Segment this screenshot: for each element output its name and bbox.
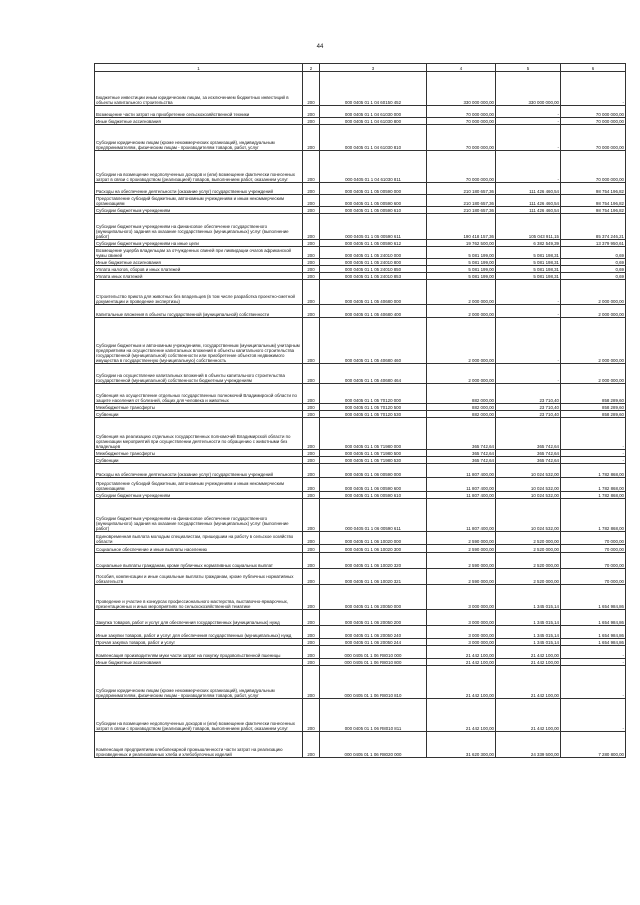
table-row bbox=[95, 732, 626, 758]
executed-amount-cell: 2 520 000,00 bbox=[496, 553, 561, 569]
executed-amount-cell: - bbox=[496, 125, 561, 151]
unexecuted-amount-cell: 70 000,00 bbox=[561, 553, 626, 569]
executed-amount-cell: 111 426 460,54 bbox=[496, 207, 561, 214]
table-row bbox=[95, 569, 626, 585]
executed-amount-cell: - bbox=[496, 318, 561, 364]
table-row bbox=[95, 699, 626, 732]
budget-classification-code-cell: 000 0405 01 1 05 40680 460 bbox=[320, 318, 427, 364]
unexecuted-amount-cell: 1 782 868,00 bbox=[561, 492, 626, 499]
executed-amount-cell: 1 345 015,14 bbox=[496, 585, 561, 610]
unexecuted-amount-cell: 2 000 000,00 bbox=[561, 305, 626, 318]
executed-amount-cell: 105 043 911,15 bbox=[496, 214, 561, 240]
expense-name-cell: Межбюджетные трансферты bbox=[95, 404, 303, 411]
expense-name-cell: Субвенции bbox=[95, 457, 303, 464]
approved-amount-cell: 210 180 657,36 bbox=[427, 195, 496, 207]
table-row bbox=[95, 195, 626, 207]
line-code-cell: 200 bbox=[303, 318, 320, 364]
budget-classification-code-cell: 000 0405 01 1 05 24010 800 bbox=[320, 259, 427, 266]
budget-classification-code-cell: 000 0405 01 1 06 10020 321 bbox=[320, 569, 427, 585]
budget-classification-code-cell: 000 0405 01 1 04 60150 452 bbox=[320, 72, 427, 106]
executed-amount-cell: 10 024 532,00 bbox=[496, 464, 561, 478]
approved-amount-cell: 3 000 000,00 bbox=[427, 639, 496, 646]
column-header: 5 bbox=[496, 64, 561, 72]
budget-classification-code-cell: 000 0405 01 1 06 10020 000 bbox=[320, 532, 427, 545]
executed-amount-cell: 2 520 000,00 bbox=[496, 569, 561, 585]
expense-name-cell: Иные закупки товаров, работ и услуг для обеспечения государственных (муниципальных) нужд bbox=[95, 626, 303, 639]
budget-classification-code-cell: 000 0405 01 1 05 40680 464 bbox=[320, 364, 427, 384]
line-code-cell: 200 bbox=[303, 411, 320, 418]
line-code-cell: 200 bbox=[303, 259, 320, 266]
unexecuted-amount-cell: - bbox=[561, 699, 626, 732]
table-row bbox=[95, 364, 626, 384]
expense-name-cell: Компенсация производителям муки части затрат на покупку продовольственной пшеницы bbox=[95, 646, 303, 659]
expense-name-cell: Возмещение части затрат на приобретение сельскохозяйственной техники bbox=[95, 106, 303, 118]
table-row bbox=[95, 418, 626, 450]
unexecuted-amount-cell: 0,69 bbox=[561, 247, 626, 259]
budget-classification-code-cell: 000 0405 01 1 06 00590 611 bbox=[320, 499, 427, 532]
approved-amount-cell: 11 807 400,00 bbox=[427, 478, 496, 492]
expense-name-cell: Прочая закупка товаров, работ и услуг bbox=[95, 639, 303, 646]
unexecuted-amount-cell: 858 289,60 bbox=[561, 384, 626, 404]
executed-amount-cell: 5 081 198,31 bbox=[496, 266, 561, 273]
budget-classification-code-cell: 000 0405 01 1 06 20050 000 bbox=[320, 585, 427, 610]
table-row bbox=[95, 72, 626, 106]
column-header: 6 bbox=[561, 64, 626, 72]
unexecuted-amount-cell: 70 000 000,00 bbox=[561, 125, 626, 151]
unexecuted-amount-cell: 98 754 196,82 bbox=[561, 195, 626, 207]
line-code-cell: 200 bbox=[303, 384, 320, 404]
line-code-cell: 200 bbox=[303, 732, 320, 758]
expense-name-cell: Иные бюджетные ассигнования bbox=[95, 659, 303, 666]
unexecuted-amount-cell: 7 280 800,00 bbox=[561, 732, 626, 758]
line-code-cell: 200 bbox=[303, 404, 320, 411]
unexecuted-amount-cell: 13 379 950,61 bbox=[561, 240, 626, 247]
table-row bbox=[95, 404, 626, 411]
unexecuted-amount-cell: 98 754 196,82 bbox=[561, 183, 626, 195]
table-row bbox=[95, 639, 626, 646]
expense-name-cell: Субсидии бюджетным учреждениям bbox=[95, 492, 303, 499]
unexecuted-amount-cell: - bbox=[561, 418, 626, 450]
approved-amount-cell: 3 000 000,00 bbox=[427, 610, 496, 626]
executed-amount-cell: 365 742,64 bbox=[496, 457, 561, 464]
unexecuted-amount-cell: - bbox=[561, 457, 626, 464]
table-row bbox=[95, 384, 626, 404]
approved-amount-cell: 2 000 000,00 bbox=[427, 318, 496, 364]
budget-classification-code-cell: 000 0405 01 1 05 40680 000 bbox=[320, 280, 427, 305]
executed-amount-cell: 10 024 532,00 bbox=[496, 478, 561, 492]
executed-amount-cell: 365 742,64 bbox=[496, 418, 561, 450]
unexecuted-amount-cell: 2 000 000,00 bbox=[561, 318, 626, 364]
executed-amount-cell: - bbox=[496, 151, 561, 183]
executed-amount-cell: - bbox=[496, 364, 561, 384]
expense-name-cell: Строительство приюта для животных без владельцев (в том числе разработка проектно-сметной документации и проведение экспертизы) bbox=[95, 280, 303, 305]
line-code-cell: 200 bbox=[303, 106, 320, 118]
budget-classification-code-cell: 000 0405 01 1 05 70120 530 bbox=[320, 411, 427, 418]
approved-amount-cell: 2 000 000,00 bbox=[427, 305, 496, 318]
table-row bbox=[95, 183, 626, 195]
unexecuted-amount-cell: 70 000 000,00 bbox=[561, 151, 626, 183]
expense-name-cell: Социальные выплаты гражданам, кроме публичных нормативных социальных выплат bbox=[95, 553, 303, 569]
expense-name-cell: Субвенции bbox=[95, 411, 303, 418]
line-code-cell: 200 bbox=[303, 125, 320, 151]
approved-amount-cell: 5 081 199,00 bbox=[427, 266, 496, 273]
expense-name-cell: Субсидии на возмещение недополученных доходов и (или) возмещение фактически понесенных затрат в связи с производством (реализацией) товаров, выполнением работ, оказанием услуг bbox=[95, 699, 303, 732]
budget-classification-code-cell: 000 0405 01 1 05 24010 853 bbox=[320, 273, 427, 280]
expense-name-cell: Субвенция на реализацию отдельных государственных полномочий Владимирской области по организации мероприятий при осуществлении деятельности по обращению с животными без владельцев bbox=[95, 418, 303, 450]
table-row bbox=[95, 259, 626, 266]
unexecuted-amount-cell: - bbox=[561, 659, 626, 666]
table-row bbox=[95, 553, 626, 569]
unexecuted-amount-cell: 1 654 984,86 bbox=[561, 610, 626, 626]
budget-classification-code-cell: 000 0405 01 1 06 20050 240 bbox=[320, 626, 427, 639]
unexecuted-amount-cell: 85 374 246,21 bbox=[561, 214, 626, 240]
table-row bbox=[95, 532, 626, 545]
expense-name-cell: Субсидии бюджетным учреждениям на финансовое обеспечение государственного (муниципального) задания на оказание государственных (муниципальных) услуг (выполнение работ) bbox=[95, 499, 303, 532]
unexecuted-amount-cell: 70 000,00 bbox=[561, 569, 626, 585]
line-code-cell: 200 bbox=[303, 364, 320, 384]
column-header: 1 bbox=[95, 64, 303, 72]
line-code-cell: 200 bbox=[303, 240, 320, 247]
executed-amount-cell: 5 081 198,31 bbox=[496, 273, 561, 280]
budget-classification-code-cell: 000 0405 01 1 05 24010 000 bbox=[320, 247, 427, 259]
approved-amount-cell: 21 442 100,00 bbox=[427, 699, 496, 732]
approved-amount-cell: 190 418 157,36 bbox=[427, 214, 496, 240]
budget-classification-code-cell: 000 0405 01 1 05 00590 000 bbox=[320, 183, 427, 195]
budget-classification-code-cell: 000 0405 01 1 05 00590 600 bbox=[320, 195, 427, 207]
approved-amount-cell: 5 081 199,00 bbox=[427, 273, 496, 280]
approved-amount-cell: 210 180 657,36 bbox=[427, 183, 496, 195]
line-code-cell: 200 bbox=[303, 492, 320, 499]
budget-classification-code-cell: 000 0405 01 1 04 61030 800 bbox=[320, 118, 427, 125]
table-row bbox=[95, 207, 626, 214]
budget-classification-code-cell: 000 0405 01 1 06 R8010 000 bbox=[320, 646, 427, 659]
budget-classification-code-cell: 000 0405 01 1 05 00590 612 bbox=[320, 240, 427, 247]
budget-classification-code-cell: 000 0405 01 1 05 24010 850 bbox=[320, 266, 427, 273]
budget-classification-code-cell: 000 0405 01 1 05 00590 611 bbox=[320, 214, 427, 240]
approved-amount-cell: 21 442 100,00 bbox=[427, 666, 496, 699]
line-code-cell: 200 bbox=[303, 183, 320, 195]
approved-amount-cell: 3 000 000,00 bbox=[427, 585, 496, 610]
budget-classification-code-cell: 000 0405 01 1 05 71980 530 bbox=[320, 457, 427, 464]
table-row bbox=[95, 478, 626, 492]
approved-amount-cell: 3 000 000,00 bbox=[427, 626, 496, 639]
table-row bbox=[95, 464, 626, 478]
approved-amount-cell: 70 000 000,00 bbox=[427, 151, 496, 183]
line-code-cell: 200 bbox=[303, 626, 320, 639]
column-number-row bbox=[95, 64, 626, 72]
approved-amount-cell: 5 081 199,00 bbox=[427, 259, 496, 266]
executed-amount-cell: 1 345 015,14 bbox=[496, 639, 561, 646]
budget-classification-code-cell: 000 0405 01 1 05 71980 500 bbox=[320, 450, 427, 457]
budget-classification-code-cell: 000 0405 01 1 06 R8010 810 bbox=[320, 666, 427, 699]
executed-amount-cell: 21 442 100,00 bbox=[496, 659, 561, 666]
approved-amount-cell: 11 807 400,00 bbox=[427, 499, 496, 532]
table-row bbox=[95, 273, 626, 280]
table-row bbox=[95, 499, 626, 532]
line-code-cell: 200 bbox=[303, 266, 320, 273]
table-row bbox=[95, 318, 626, 364]
expense-name-cell: Субвенция на осуществление отдельных государственных полномочий Владимирской области по защите населения от болезней, общих для человека и животных bbox=[95, 384, 303, 404]
expense-name-cell: Проведение и участие в конкурсах профессионального мастерства, выставочно-ярмарочных, презентационных и иных мероприятиях по сельскохозяйственной тематике bbox=[95, 585, 303, 610]
table-body bbox=[95, 72, 626, 758]
line-code-cell: 200 bbox=[303, 659, 320, 666]
unexecuted-amount-cell: - bbox=[561, 72, 626, 106]
line-code-cell: 200 bbox=[303, 499, 320, 532]
budget-classification-code-cell: 000 0405 01 1 05 40680 400 bbox=[320, 305, 427, 318]
executed-amount-cell: 5 081 198,31 bbox=[496, 247, 561, 259]
expense-name-cell: Компенсация предприятиям хлебопекарной промышленности части затрат на реализацию произведенных и реализованных хлеба и хлебобулочных изделий bbox=[95, 732, 303, 758]
budget-classification-code-cell: 000 0405 01 1 06 20050 244 bbox=[320, 639, 427, 646]
unexecuted-amount-cell: 1 782 868,00 bbox=[561, 478, 626, 492]
table-row bbox=[95, 247, 626, 259]
budget-classification-code-cell: 000 0405 01 1 06 10020 300 bbox=[320, 545, 427, 553]
approved-amount-cell: 2 590 000,00 bbox=[427, 569, 496, 585]
unexecuted-amount-cell: 1 654 984,86 bbox=[561, 585, 626, 610]
line-code-cell: 200 bbox=[303, 273, 320, 280]
table-row bbox=[95, 545, 626, 553]
expense-name-cell: Субсидии бюджетным учреждениям на финансовое обеспечение государственного (муниципального) задания на оказание государственных (муниципальных) услуг (выполнение работ) bbox=[95, 214, 303, 240]
expense-name-cell: Субсидии бюджетным и автономным учреждениям, государственным (муниципальным) унитарным предприятиям на осуществление капитальных вложений в объекты капитального строительства государственной (муниципальной) собственности или приобретение объектов недвижимого имущества в государственную (муниципальную) собственность bbox=[95, 318, 303, 364]
approved-amount-cell: 882 000,00 bbox=[427, 411, 496, 418]
budget-classification-code-cell: 000 0405 01 1 06 R8010 800 bbox=[320, 659, 427, 666]
unexecuted-amount-cell: 70 000,00 bbox=[561, 545, 626, 553]
line-code-cell: 200 bbox=[303, 545, 320, 553]
approved-amount-cell: 365 742,64 bbox=[427, 418, 496, 450]
executed-amount-cell: 1 345 015,14 bbox=[496, 626, 561, 639]
budget-classification-code-cell: 000 0405 01 1 04 61030 000 bbox=[320, 106, 427, 118]
line-code-cell: 200 bbox=[303, 280, 320, 305]
executed-amount-cell: 1 345 015,14 bbox=[496, 610, 561, 626]
table-row bbox=[95, 646, 626, 659]
executed-amount-cell: 24 339 500,00 bbox=[496, 732, 561, 758]
expense-name-cell: Капитальные вложения в объекты государственной (муниципальной) собственности bbox=[95, 305, 303, 318]
executed-amount-cell: 111 426 460,54 bbox=[496, 195, 561, 207]
executed-amount-cell: 5 081 198,31 bbox=[496, 259, 561, 266]
expense-name-cell: Расходы на обеспечение деятельности (оказание услуг) государственных учреждений bbox=[95, 464, 303, 478]
expense-name-cell: Субсидии на осуществление капитальных вложений в объекты капитального строительства государственной (муниципальной) собственности бюджетным учреждениям bbox=[95, 364, 303, 384]
expense-name-cell: Субсидии бюджетным учреждениям на иные цели bbox=[95, 240, 303, 247]
executed-amount-cell: - bbox=[496, 106, 561, 118]
table-row bbox=[95, 457, 626, 464]
line-code-cell: 200 bbox=[303, 457, 320, 464]
table-row bbox=[95, 492, 626, 499]
budget-classification-code-cell: 000 0405 01 1 06 R8020 000 bbox=[320, 732, 427, 758]
unexecuted-amount-cell: 98 754 196,82 bbox=[561, 207, 626, 214]
approved-amount-cell: 70 000 000,00 bbox=[427, 125, 496, 151]
unexecuted-amount-cell: 858 289,60 bbox=[561, 411, 626, 418]
budget-classification-code-cell: 000 0405 01 1 04 61030 810 bbox=[320, 125, 427, 151]
table-row bbox=[95, 151, 626, 183]
line-code-cell: 200 bbox=[303, 118, 320, 125]
approved-amount-cell: 5 081 199,00 bbox=[427, 247, 496, 259]
table-row bbox=[95, 585, 626, 610]
line-code-cell: 200 bbox=[303, 478, 320, 492]
unexecuted-amount-cell: 70 000 000,00 bbox=[561, 106, 626, 118]
approved-amount-cell: 2 000 000,00 bbox=[427, 364, 496, 384]
line-code-cell: 200 bbox=[303, 450, 320, 457]
executed-amount-cell: - bbox=[496, 280, 561, 305]
budget-classification-code-cell: 000 0405 01 1 05 71980 000 bbox=[320, 418, 427, 450]
expense-name-cell: Иные бюджетные ассигнования bbox=[95, 118, 303, 125]
unexecuted-amount-cell: - bbox=[561, 450, 626, 457]
executed-amount-cell: - bbox=[496, 118, 561, 125]
table-row bbox=[95, 125, 626, 151]
expense-name-cell: Субсидии бюджетным учреждениям bbox=[95, 207, 303, 214]
line-code-cell: 200 bbox=[303, 207, 320, 214]
expense-name-cell: Социальное обеспечение и иные выплаты населению bbox=[95, 545, 303, 553]
table-row bbox=[95, 626, 626, 639]
expense-name-cell: Закупка товаров, работ и услуг для обеспечения государственных (муниципальных) нужд bbox=[95, 610, 303, 626]
expense-name-cell: Субсидии юридическим лицам (кроме некоммерческих организаций), индивидуальным предпринимателям, физическим лицам - производителям товаров, работ, услуг bbox=[95, 666, 303, 699]
executed-amount-cell: 23 710,40 bbox=[496, 384, 561, 404]
line-code-cell: 200 bbox=[303, 195, 320, 207]
expense-name-cell: Уплата иных платежей bbox=[95, 273, 303, 280]
budget-classification-code-cell: 000 0405 01 1 05 00590 610 bbox=[320, 207, 427, 214]
column-header: 3 bbox=[320, 64, 427, 72]
line-code-cell: 200 bbox=[303, 464, 320, 478]
unexecuted-amount-cell: 1 782 868,00 bbox=[561, 499, 626, 532]
approved-amount-cell: 21 442 100,00 bbox=[427, 646, 496, 659]
approved-amount-cell: 2 590 000,00 bbox=[427, 545, 496, 553]
executed-amount-cell: 2 520 000,00 bbox=[496, 532, 561, 545]
line-code-cell: 200 bbox=[303, 569, 320, 585]
budget-classification-code-cell: 000 0405 01 1 06 20050 200 bbox=[320, 610, 427, 626]
executed-amount-cell: 23 710,40 bbox=[496, 404, 561, 411]
expense-name-cell: Субсидии на возмещение недополученных доходов и (или) возмещение фактически понесенных затрат в связи с производством (реализацией) товаров, выполнением работ, оказанием услуг bbox=[95, 151, 303, 183]
table-row bbox=[95, 266, 626, 273]
budget-classification-code-cell: 000 0405 01 1 06 10020 320 bbox=[320, 553, 427, 569]
unexecuted-amount-cell: 70 000 000,00 bbox=[561, 118, 626, 125]
executed-amount-cell: 23 710,40 bbox=[496, 411, 561, 418]
budget-classification-code-cell: 000 0405 01 1 05 70120 500 bbox=[320, 404, 427, 411]
executed-amount-cell: 10 024 532,00 bbox=[496, 492, 561, 499]
unexecuted-amount-cell: 0,69 bbox=[561, 259, 626, 266]
unexecuted-amount-cell: 2 000 000,00 bbox=[561, 280, 626, 305]
line-code-cell: 200 bbox=[303, 305, 320, 318]
expense-name-cell: Межбюджетные трансферты bbox=[95, 450, 303, 457]
table-row bbox=[95, 214, 626, 240]
budget-execution-table bbox=[94, 63, 626, 758]
approved-amount-cell: 365 742,64 bbox=[427, 450, 496, 457]
line-code-cell: 200 bbox=[303, 72, 320, 106]
line-code-cell: 200 bbox=[303, 553, 320, 569]
line-code-cell: 200 bbox=[303, 214, 320, 240]
executed-amount-cell: 21 442 100,00 bbox=[496, 666, 561, 699]
expense-name-cell: Единовременная выплата молодым специалистам, пришедшим на работу в сельское хозяйство области bbox=[95, 532, 303, 545]
unexecuted-amount-cell: 0,69 bbox=[561, 266, 626, 273]
unexecuted-amount-cell: 1 654 984,86 bbox=[561, 639, 626, 646]
executed-amount-cell: 2 520 000,00 bbox=[496, 545, 561, 553]
approved-amount-cell: 31 620 300,00 bbox=[427, 732, 496, 758]
table-row bbox=[95, 610, 626, 626]
line-code-cell: 200 bbox=[303, 532, 320, 545]
approved-amount-cell: 11 807 400,00 bbox=[427, 492, 496, 499]
unexecuted-amount-cell: 1 654 984,86 bbox=[561, 626, 626, 639]
unexecuted-amount-cell: 2 000 000,00 bbox=[561, 364, 626, 384]
page-number: 44 bbox=[316, 44, 324, 50]
approved-amount-cell: 210 180 657,36 bbox=[427, 207, 496, 214]
line-code-cell: 200 bbox=[303, 666, 320, 699]
table-row bbox=[95, 666, 626, 699]
table-row bbox=[95, 659, 626, 666]
expense-name-cell: Предоставление субсидий бюджетным, автономным учреждениям и иным некоммерческим организациям bbox=[95, 195, 303, 207]
approved-amount-cell: 19 762 500,00 bbox=[427, 240, 496, 247]
column-header: 2 bbox=[303, 64, 320, 72]
expense-name-cell: Субсидии юридическим лицам (кроме некоммерческих организаций), индивидуальным предпринимателям, физическим лицам - производителям товаров, работ, услуг bbox=[95, 125, 303, 151]
executed-amount-cell: 21 442 100,00 bbox=[496, 646, 561, 659]
approved-amount-cell: 2 590 000,00 bbox=[427, 553, 496, 569]
unexecuted-amount-cell: 858 289,60 bbox=[561, 404, 626, 411]
unexecuted-amount-cell: - bbox=[561, 646, 626, 659]
line-code-cell: 200 bbox=[303, 247, 320, 259]
budget-classification-code-cell: 000 0405 01 1 06 R8010 811 bbox=[320, 699, 427, 732]
table-row bbox=[95, 411, 626, 418]
expense-name-cell: Возмещение ущерба владельцам за отчужденных свиней при ликвидации очагов африканской чумы свиней bbox=[95, 247, 303, 259]
line-code-cell: 200 bbox=[303, 610, 320, 626]
unexecuted-amount-cell: 70 000,00 bbox=[561, 532, 626, 545]
budget-classification-code-cell: 000 0405 01 1 05 70120 000 bbox=[320, 384, 427, 404]
expense-name-cell: Уплата налогов, сборов и иных платежей bbox=[95, 266, 303, 273]
executed-amount-cell: - bbox=[496, 305, 561, 318]
line-code-cell: 200 bbox=[303, 151, 320, 183]
executed-amount-cell: 10 024 532,00 bbox=[496, 499, 561, 532]
approved-amount-cell: 882 000,00 bbox=[427, 404, 496, 411]
expense-name-cell: Расходы на обеспечение деятельности (оказание услуг) государственных учреждений bbox=[95, 183, 303, 195]
unexecuted-amount-cell: 0,69 bbox=[561, 273, 626, 280]
budget-classification-code-cell: 000 0405 01 1 06 00590 610 bbox=[320, 492, 427, 499]
approved-amount-cell: 11 807 400,00 bbox=[427, 464, 496, 478]
budget-classification-code-cell: 000 0405 01 1 06 00590 000 bbox=[320, 464, 427, 478]
table-row bbox=[95, 280, 626, 305]
budget-classification-code-cell: 000 0405 01 1 04 61030 811 bbox=[320, 151, 427, 183]
expense-name-cell: Предоставление субсидий бюджетным, автономным учреждениям и иным некоммерческим организациям bbox=[95, 478, 303, 492]
executed-amount-cell: 330 000 000,00 bbox=[496, 72, 561, 106]
unexecuted-amount-cell: 1 782 868,00 bbox=[561, 464, 626, 478]
column-header: 4 bbox=[427, 64, 496, 72]
expense-name-cell: Иные бюджетные ассигнования bbox=[95, 259, 303, 266]
approved-amount-cell: 21 442 100,00 bbox=[427, 659, 496, 666]
line-code-cell: 200 bbox=[303, 418, 320, 450]
budget-classification-code-cell: 000 0405 01 1 06 00590 600 bbox=[320, 478, 427, 492]
line-code-cell: 200 bbox=[303, 699, 320, 732]
unexecuted-amount-cell: - bbox=[561, 666, 626, 699]
executed-amount-cell: 365 742,64 bbox=[496, 450, 561, 457]
expense-name-cell: Бюджетные инвестиции иным юридическим лицам, за исключением бюджетных инвестиций в объекты капитального строительства bbox=[95, 72, 303, 106]
table-row bbox=[95, 240, 626, 247]
line-code-cell: 200 bbox=[303, 646, 320, 659]
approved-amount-cell: 70 000 000,00 bbox=[427, 106, 496, 118]
approved-amount-cell: 2 590 000,00 bbox=[427, 532, 496, 545]
line-code-cell: 200 bbox=[303, 639, 320, 646]
executed-amount-cell: 21 442 100,00 bbox=[496, 699, 561, 732]
executed-amount-cell: 111 426 460,54 bbox=[496, 183, 561, 195]
expense-name-cell: Пособия, компенсации и иные социальные выплаты гражданам, кроме публичных нормативных обязательств bbox=[95, 569, 303, 585]
table-row bbox=[95, 106, 626, 118]
line-code-cell: 200 bbox=[303, 585, 320, 610]
approved-amount-cell: 70 000 000,00 bbox=[427, 118, 496, 125]
table-row bbox=[95, 118, 626, 125]
approved-amount-cell: 330 000 000,00 bbox=[427, 72, 496, 106]
table-row bbox=[95, 450, 626, 457]
table-row bbox=[95, 305, 626, 318]
approved-amount-cell: 365 742,64 bbox=[427, 457, 496, 464]
approved-amount-cell: 2 000 000,00 bbox=[427, 280, 496, 305]
executed-amount-cell: 6 382 549,39 bbox=[496, 240, 561, 247]
approved-amount-cell: 882 000,00 bbox=[427, 384, 496, 404]
